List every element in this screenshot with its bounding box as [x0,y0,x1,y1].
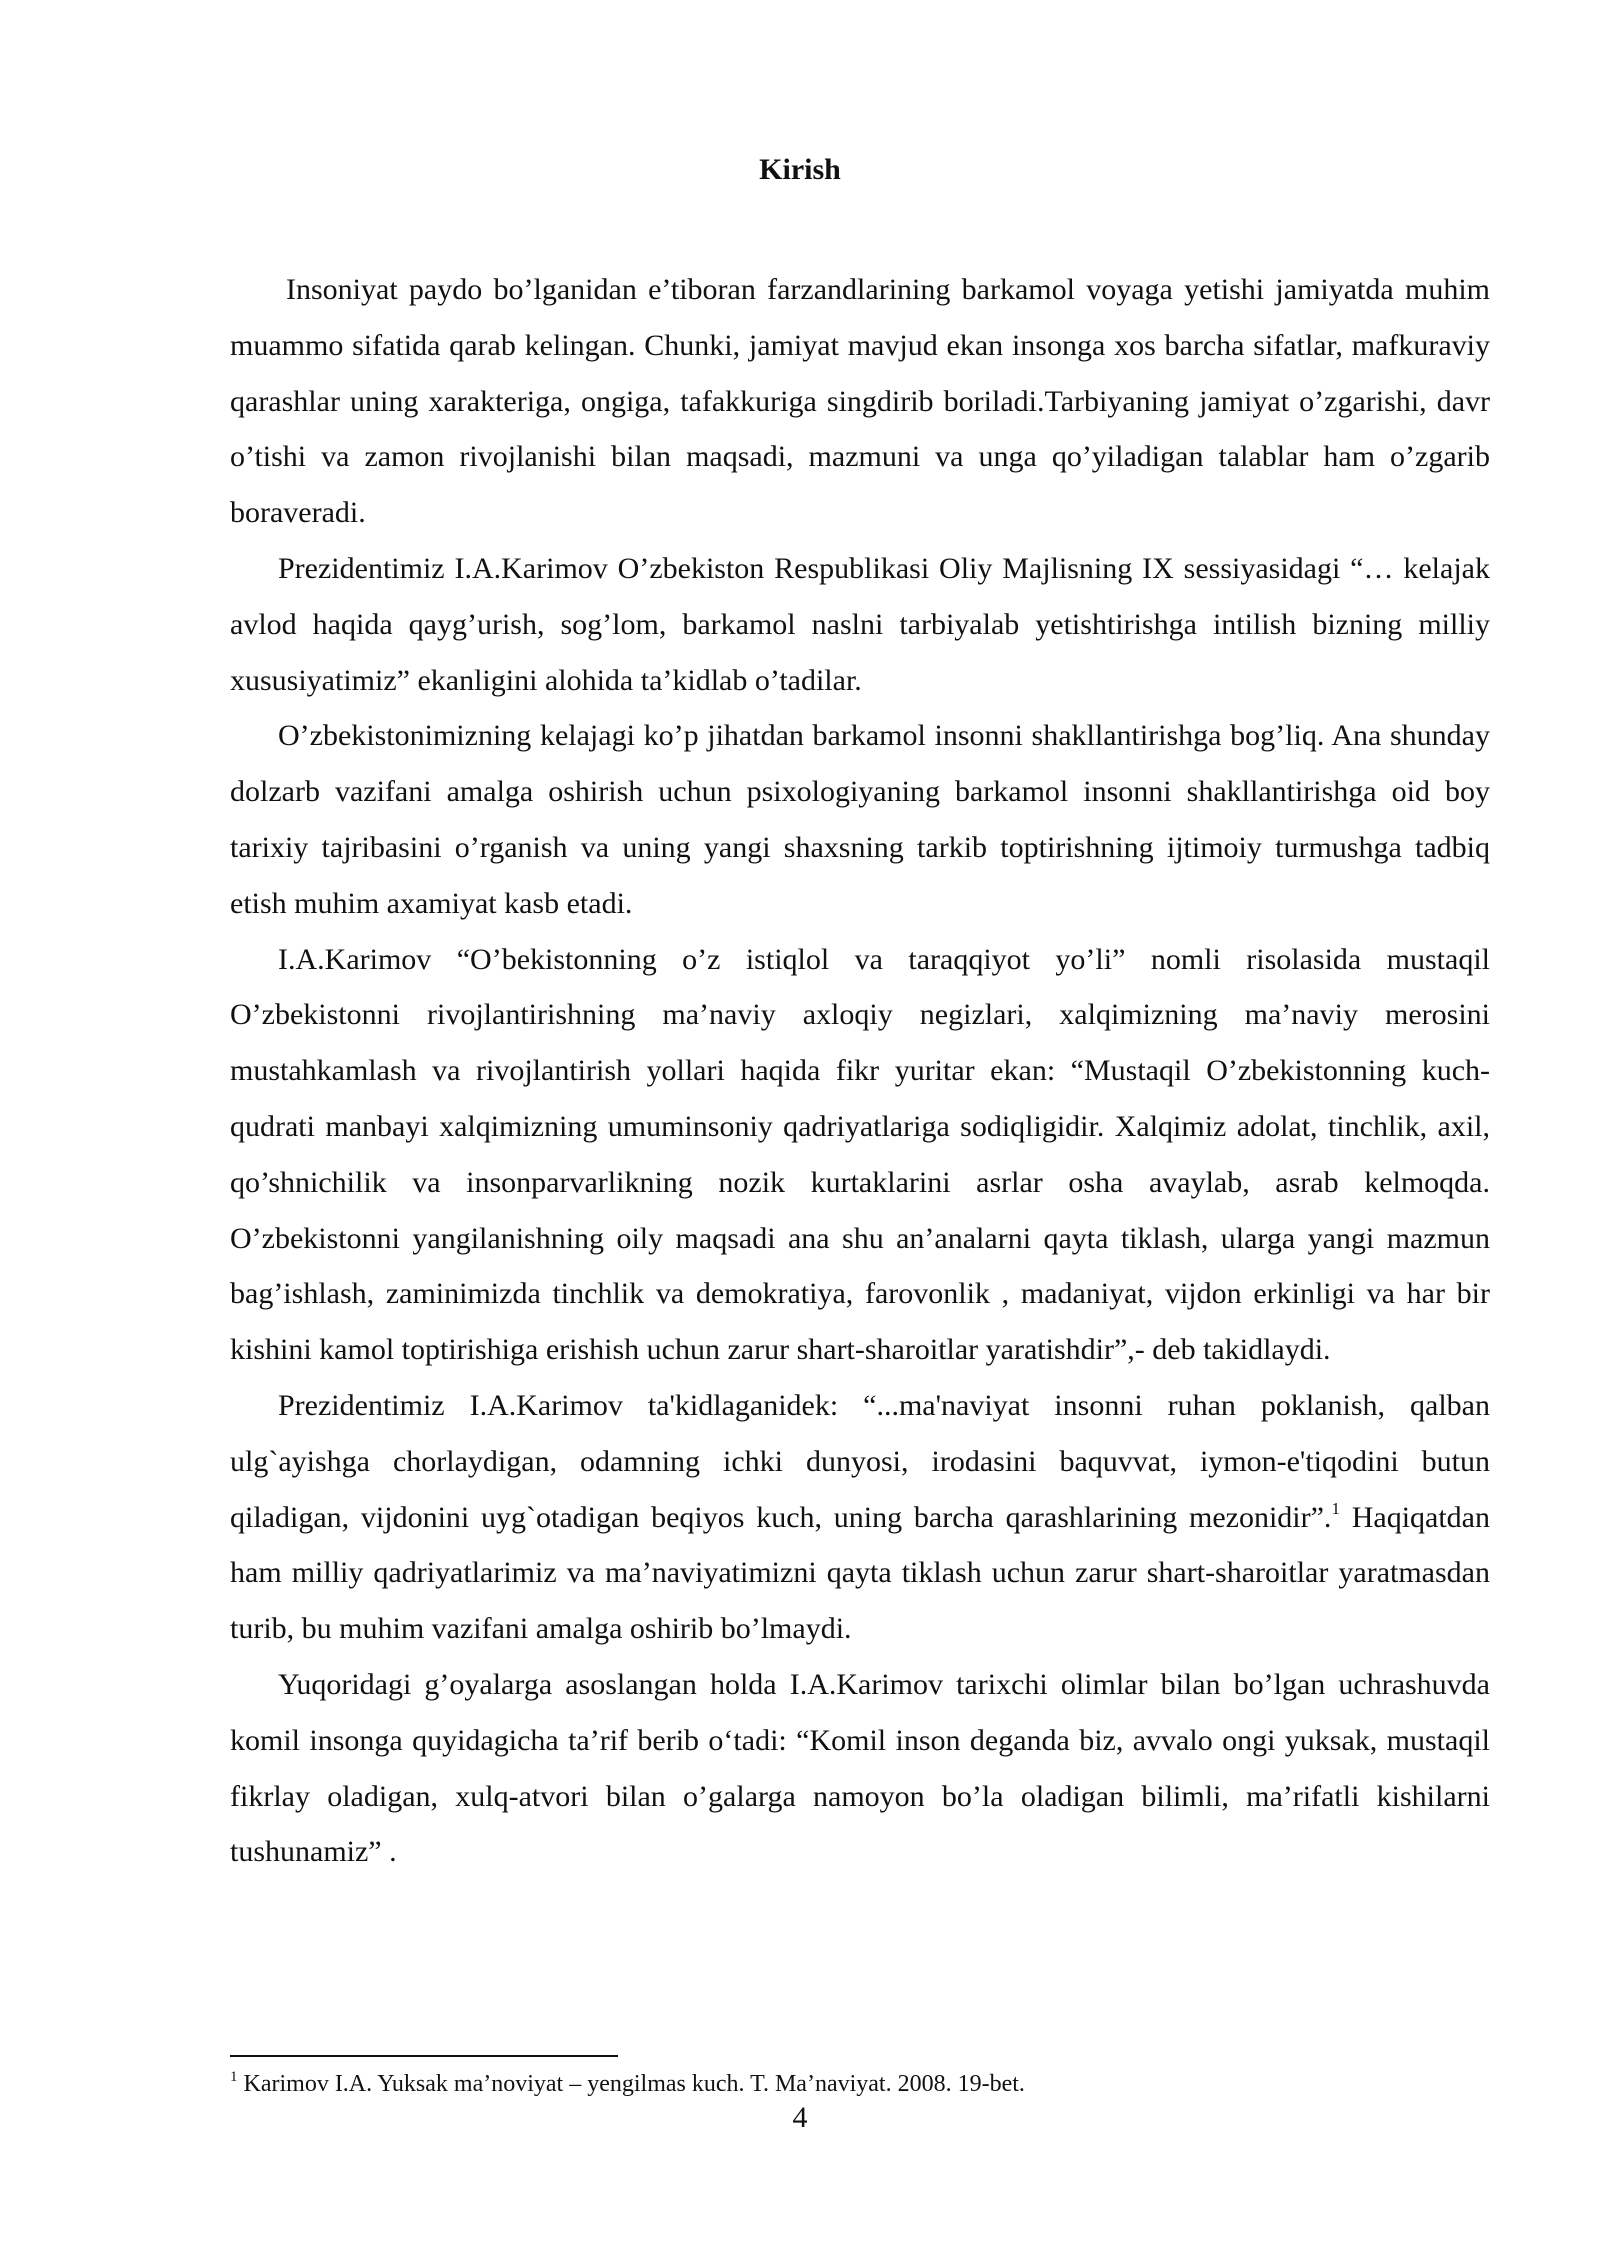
paragraph-1: Insoniyat paydo bo’lganidan e’tiboran farzandlarining barkamol voyaga yetishi jamiyatda muhim muammo sifatida qarab kelingan. Chunki, jamiyat mavjud ekan insonga xos barcha sifatlar, mafkuraviy qarashlar uning xarakteriga, ongiga, tafakkuriga singdirib boriladi.Tarbiyaning jamiyat o’zgarishi, davr o’tishi va zamon rivojlanishi bilan maqsadi, mazmuni va unga qo’yiladigan talablar ham o’zgarib boraveradi. [230,273,1490,530]
footnote-marker: 1 [230,2069,238,2085]
paragraph-2: Prezidentimiz I.A.Karimov O’zbekiston Respublikasi Oliy Majlisning IX sessiyasidagi “… kelajak avlod haqida qayg’urish, sog’lom, barkamol naslni tarbiyalab yetishtirishga intilish bizning milliy xususiyatimiz” ekanligini alohida ta’kidlab o’tadilar. [230,551,1490,697]
footnote-separator [230,2055,618,2057]
quote-text: Prezidentimiz I.A.Karimov ta'kidlaganidek: “...ma'naviyat insonni ruhan poklanish, qalban ulg`ayishga chorlaydigan, odamning ichki dunyosi, irodasini baquvvat, iymon-e'tiqodini butun qiladigan, vijdonini uyg`otadigan beqiyos kuch, uning barcha qarashlarining mezonidir”. [230,1388,1490,1534]
body-text [230,262,1490,1880]
paragraph-6: Yuqoridagi g’oyalarga asoslangan holda I.A.Karimov tarixchi olimlar bilan bo’lgan uchrashuvda komil insonga quyidagicha ta’rif berib o‘tadi: “Komil inson deganda biz, avvalo ongi yuksak, mustaqil fikrlay oladigan, xulq-atvori bilan o’galarga namoyon bo’la oladigan bilimli, ma’rifatli kishilarni tushunamiz” . [230,1667,1490,1869]
paragraph-4: I.A.Karimov “O’bekistonning o’z istiqlol va taraqqiyot yo’li” nomli risolasida mustaqil O’zbekistonni rivojlantirishning ma’naviy axloqiy negizlari, xalqimizning ma’naviy merosini mustahkamlash va rivojlantirish yollari haqida fikr yuritar ekan: “Mustaqil O’zbekistonning kuch-qudrati manbayi xalqimizning umuminsoniy qadriyatlariga sodiqligidir. Xalqimiz adolat, tinchlik, axil, qo’shnichilik va insonparvarlikning nozik kurtaklarini asrlar osha avaylab, asrab kelmoqda. O’zbekistonni yangilanishning oily maqsadi ana shu an’analarni qayta tiklash, ularga yangi mazmun bag’ishlash, zaminimizda tinchlik va demokratiya, farovonlik , madaniyat, vijdon erkinligi va har bir kishini kamol toptirishiga erishish uchun zarur shart-sharoitlar yaratishdir”,- deb takidlaydi. [230,942,1490,1367]
footnote-text: Karimov I.A. Yuksak ma’noviyat – yengilmas kuch. T. Ma’naviyat. 2008. 19-bet. [243,2071,1025,2097]
paragraph-5-quote [230,1378,1490,1657]
paragraph-3: O’zbekistonimizning kelajagi ko’p jihatdan barkamol insonni shakllantirishga bog’liq. Ana shunday dolzarb vazifani amalga oshirish uchun psixologiyaning barkamol insonni shakllantirishga oid boy tarixiy tajribasini o’rganish va uning yangi shaxsning tarkib toptirishning ijtimoiy turmushga tadbiq etish muhim axamiyat kasb etadi. [230,719,1490,920]
footnote-reference[interactable]: 1 [1331,1498,1340,1518]
quote-continuation: Haqiqatdan ham milliy qadriyatlarimiz va ma’naviyatimizni qayta tiklash uchun zarur shart-sharoitlar yaratmasdan turib, bu muhim vazifani amalga oshirib bo’lmaydi. [230,1500,1490,1646]
page-number: 4 [792,2101,808,2134]
page-title: Kirish [759,153,841,186]
footnote [230,2068,1490,2100]
